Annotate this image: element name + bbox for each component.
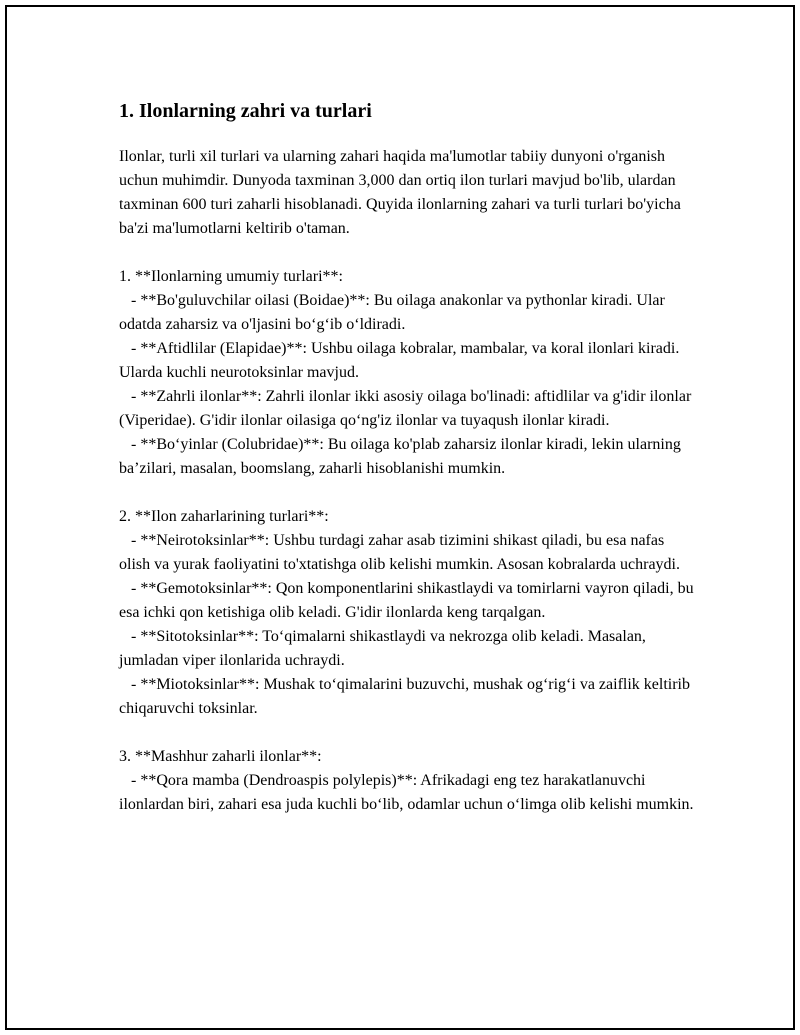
page-frame xyxy=(5,5,795,1030)
document-body: Ilonlar, turli xil turlari va ularning zahari haqida ma'lumotlar tabiiy dunyoni o'rganish uchun muhimdir. Dunyoda taxminan 3,000 dan ortiq ilon turlari mavjud bo'lib, ulardan taxminan 600 turi zaharli hisoblanadi. Quyida ilonlarning zahari va turli turlari bo'yicha ba'zi ma'lumotlarni keltirib o'taman. 1. **Ilonlarning umumiy turlari**: - **Bo'guluvchilar oilasi (Boidae)**: Bu oilaga anakonlar va pythonlar kiradi. Ular odatda zaharsiz va o'ljasini bo‘g‘ib o‘ldiradi. - **Aftidlilar (Elapidae)**: Ushbu oilaga kobralar, mambalar, va koral ilonlari kiradi. Ularda kuchli neurotoksinlar mavjud. - **Zahrli ilonlar**: Zahrli ilonlar ikki asosiy oilaga bo'linadi: aftidlilar va g'idir ilonlar (Viperidae). G'idir ilonlar oilasiga qo‘ng'iz ilonlar va tuyaqush ilonlar kiradi. - **Bo‘yinlar (Colubridae)**: Bu oilaga ko'plab zaharsiz ilonlar kiradi, lekin ularning ba’zilari, masalan, boomslang, zaharli hisoblanishi mumkin. 2. **Ilon zaharlarining turlari**: - **Neirotoksinlar**: Ushbu turdagi zahar asab tizimini shikast qiladi, bu esa nafas olish va yurak faoliyatini to'xtatishga olib kelishi mumkin. Asosan kobralarda uchraydi. - **Gemotoksinlar**: Qon komponentlarini shikastlaydi va tomirlarni vayron qiladi, bu esa ichki qon ketishiga olib keladi. G'idir ilonlarda keng tarqalgan. - **Sitotoksinlar**: To‘qimalarni shikastlaydi va nekrozga olib keladi. Masalan, jumladan viper ilonlarida uchraydi. - **Miotoksinlar**: Mushak to‘qimalarini buzuvchi, mushak og‘rig‘i va zaiflik keltirib chiqaruvchi toksinlar. 3. **Mashhur zaharli ilonlar**: - **Qora mamba (Dendroaspis polylepis)**: Afrikadagi eng tez harakatlanuvchi ilonlardan biri, zahari esa juda kuchli bo‘lib, odamlar uchun o‘limga olib kelishi mumkin. xyxy=(119,148,694,813)
document-title: 1. Ilonlarning zahri va turlari xyxy=(119,100,372,122)
document-content xyxy=(119,97,699,817)
